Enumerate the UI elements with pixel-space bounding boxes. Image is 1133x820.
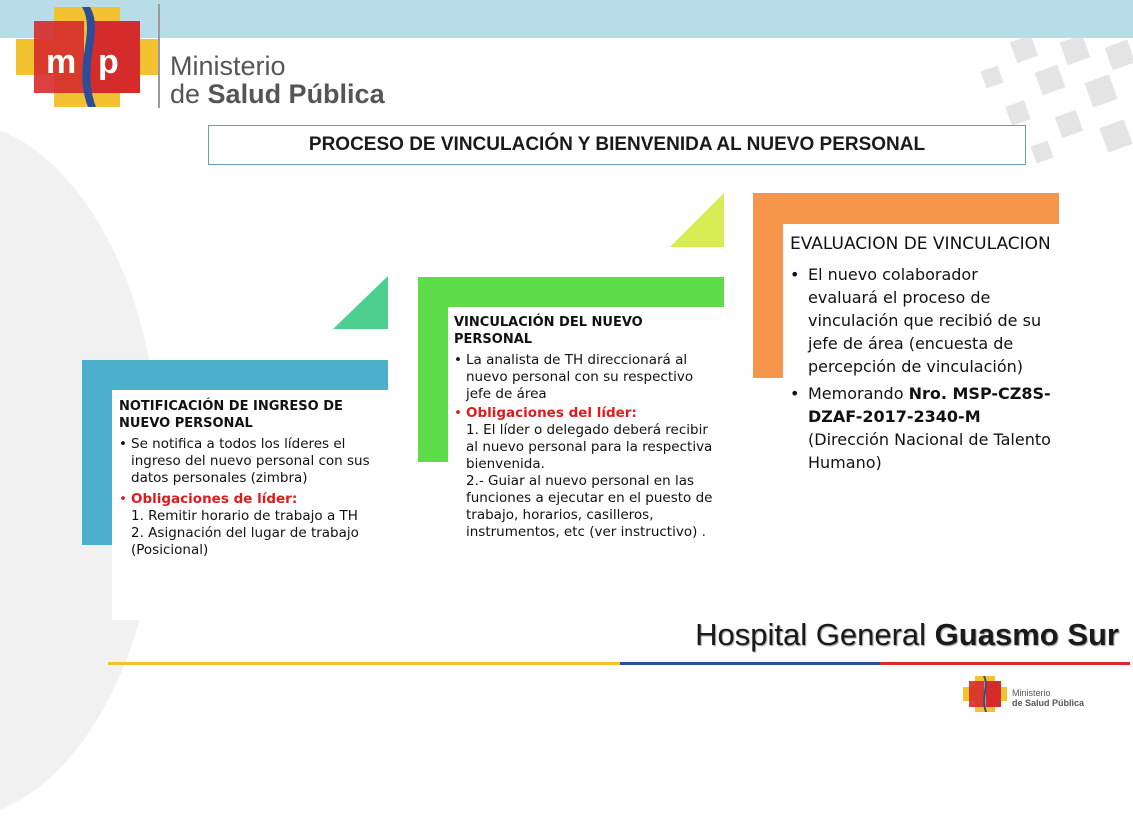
mini-ministry-name: Ministerio de Salud Pública	[1012, 688, 1085, 708]
step3-bullet-1: • El nuevo colaborador evaluará el proceso de vinculación que recibió de su jefe de área (encuesta de percepción de vinculación)	[790, 263, 1052, 378]
step2-heading: VINCULACIÓN DEL NUEVO PERSONAL	[454, 315, 643, 347]
step1-content	[119, 398, 377, 559]
step3-bullet-2: • Memorando Nro. MSP-CZ8S-DZAF-2017-2340-M (Dirección Nacional de Talento Humano)	[790, 382, 1052, 474]
top-banner	[0, 0, 1133, 38]
svg-text:m: m	[46, 43, 77, 81]
step2-obligation-2: 2.- Guiar al nuevo personal en las funciones a ejecutar en el puesto de trabajo, horarios, casilleros, instrumentos, etc (ver instructivo) .	[466, 473, 713, 540]
step1-obligation-1: 1. Remitir horario de trabajo a TH	[131, 508, 358, 524]
footer-line-blue	[620, 662, 880, 665]
msp-logo	[12, 3, 162, 111]
step1-obligations-label: Obligaciones de líder:	[131, 491, 298, 507]
ministry-line1: Ministerio	[170, 51, 286, 81]
step3-heading: EVALUACION DE VINCULACION	[790, 234, 1051, 254]
svg-text:p: p	[98, 43, 119, 81]
footer-line-red	[880, 662, 1130, 665]
step1-heading: NOTIFICACIÓN DE INGRESO DE NUEVO PERSONAL	[119, 399, 343, 431]
step1-obligations	[119, 491, 377, 559]
hospital-name: Hospital General Guasmo Sur	[695, 617, 1119, 652]
ministry-name	[170, 52, 385, 108]
step2-obligations-label: Obligaciones del líder:	[466, 405, 637, 421]
step1-triangle	[333, 276, 388, 329]
step2-bullet: • La analista de TH direccionará al nuevo personal con su respectivo jefe de área	[454, 352, 716, 403]
step2-obligations	[454, 405, 716, 541]
step3-triangle	[670, 193, 724, 247]
msp-mini-logo	[962, 675, 1008, 713]
step2-obligation-1: 1. El líder o delegado deberá recibir al nuevo personal para la respectiva bienvenida.	[466, 422, 713, 472]
page-title: PROCESO DE VINCULACIÓN Y BIENVENIDA AL NUEVO PERSONAL	[208, 125, 1026, 165]
memo-number: Nro. MSP-CZ8S-DZAF-2017-2340-M	[808, 384, 1051, 426]
ministry-line2: de Salud Pública	[170, 79, 385, 109]
step1-bullet: • Se notifica a todos los líderes el ingreso del nuevo personal con sus datos personales (zimbra)	[119, 436, 377, 487]
step2-content	[454, 314, 716, 541]
logo-separator	[158, 4, 160, 108]
footer-line-yellow	[108, 662, 620, 665]
step1-obligation-2: 2. Asignación del lugar de trabajo (Posicional)	[131, 525, 359, 558]
step3-content	[790, 232, 1052, 474]
